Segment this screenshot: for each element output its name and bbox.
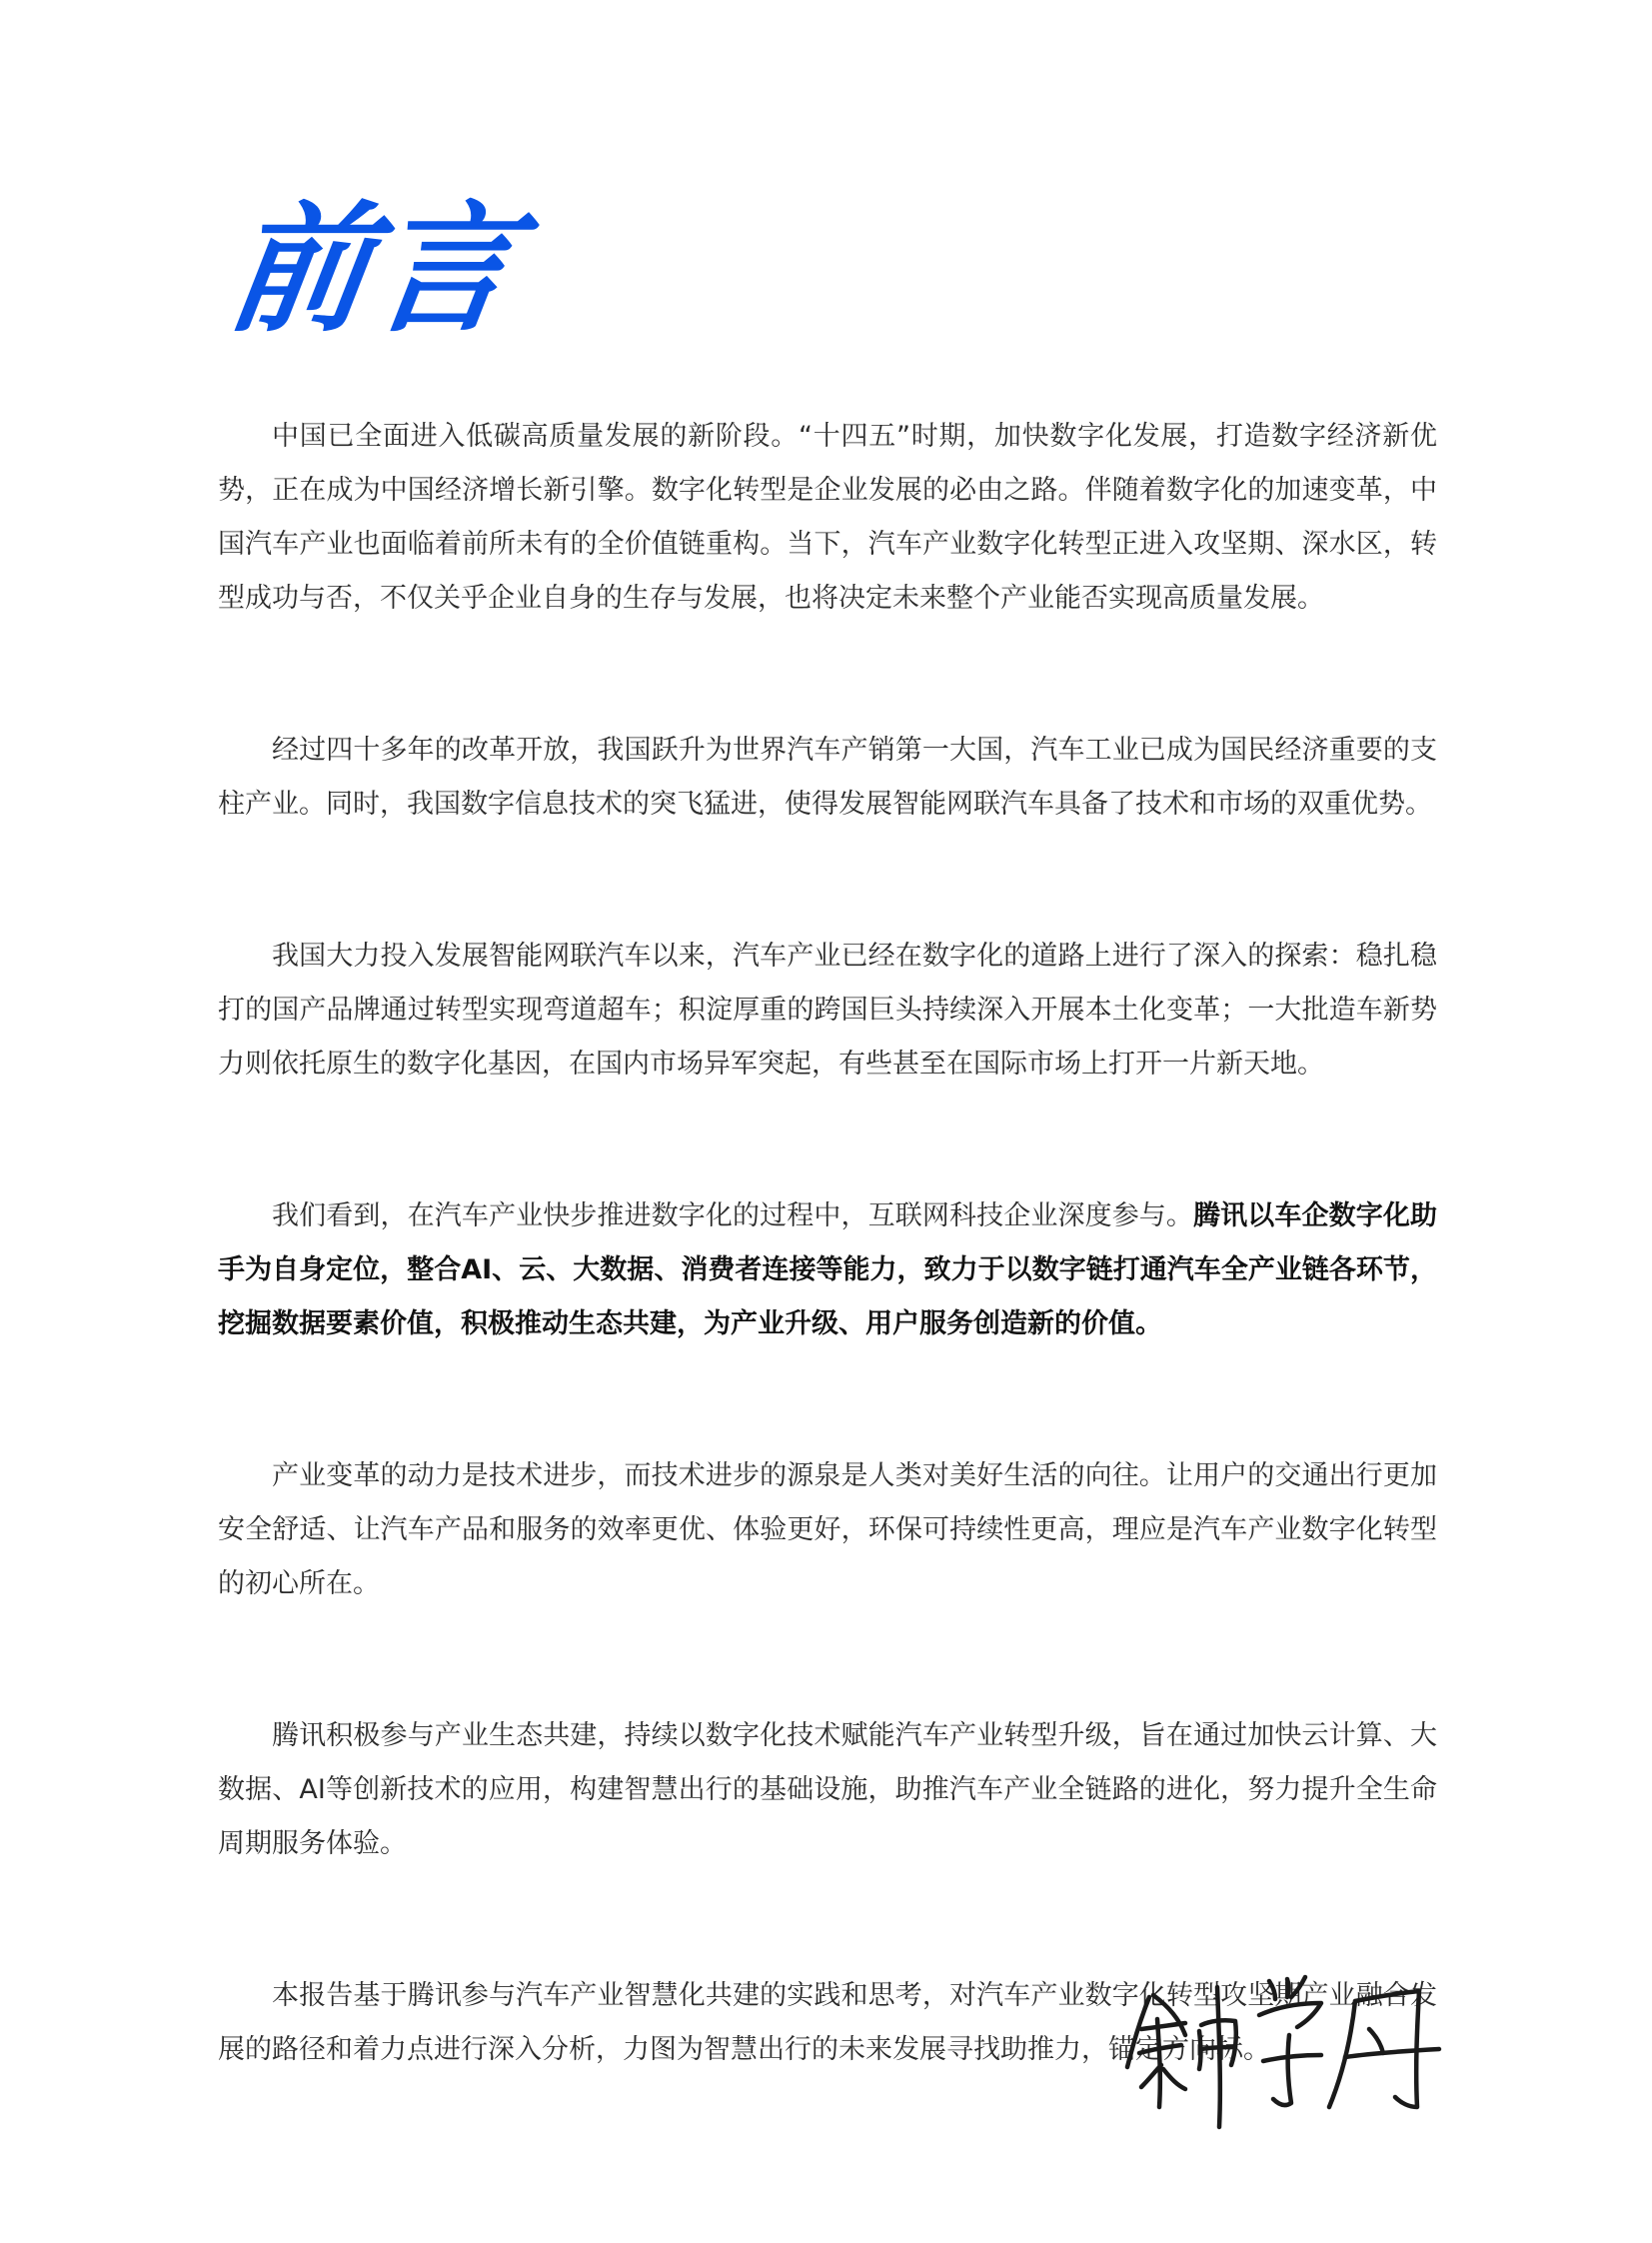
paragraph-6 xyxy=(218,1709,1437,1871)
paragraph-4 xyxy=(218,1189,1437,1351)
paragraph-3-text: 我国大力投入发展智能网联汽车以来，汽车产业已经在数字化的道路上进行了深入的探索：稳扎稳打的国产品牌通过转型实现弯道超车；积淀厚重的跨国巨头持续深入开展本土化变革；一大批造车新势力则依托原生的数字化基因，在国内市场异军突起，有些甚至在国际市场上打开一片新天地。 xyxy=(218,941,1437,1080)
signature-icon xyxy=(1119,1957,1449,2137)
paragraph-5-text: 产业变革的动力是技术进步，而技术进步的源泉是人类对美好生活的向往。让用户的交通出行更加安全舒适、让汽车产品和服务的效率更优、体验更好，环保可持续性更高，理应是汽车产业数字化转型的初心所在。 xyxy=(218,1460,1437,1599)
page-title: 前言 xyxy=(218,189,530,352)
paragraph-2 xyxy=(218,724,1437,832)
paragraph-5 xyxy=(218,1449,1437,1611)
handwritten-signature xyxy=(1119,1957,1449,2137)
paragraph-2-text: 经过四十多年的改革开放，我国跃升为世界汽车产销第一大国，汽车工业已成为国民经济重要的支柱产业。同时，我国数字信息技术的突飞猛进，使得发展智能网联汽车具备了技术和市场的双重优势。 xyxy=(218,735,1437,820)
paragraph-7-text: 本报告基于腾讯参与汽车产业智慧化共建的实践和思考，对汽车产业数字化转型攻坚期产业融合发展的路径和着力点进行深入分析，力图为智慧出行的未来发展寻找助推力，锚定方向标。 xyxy=(218,1980,1437,2065)
paragraph-3 xyxy=(218,930,1437,1092)
paragraph-1 xyxy=(218,410,1437,626)
paragraph-4-bold-text: 腾讯以车企数字化助手为自身定位，整合AI、云、大数据、消费者连接等能力，致力于以数字链打通汽车全产业链各环节，挖掘数据要素价值，积极推动生态共建，为产业升级、用户服务创造新的价值。 xyxy=(218,1200,1437,1339)
preface-body xyxy=(218,410,1437,2077)
paragraph-1-text: 中国已全面进入低碳高质量发展的新阶段。“十四五”时期，加快数字化发展，打造数字经济新优势，正在成为中国经济增长新引擎。数字化转型是企业发展的必由之路。伴随着数字化的加速变革，中国汽车产业也面临着前所未有的全价值链重构。当下，汽车产业数字化转型正进入攻坚期、深水区，转型成功与否，不仅关乎企业自身的生存与发展，也将决定未来整个产业能否实现高质量发展。 xyxy=(218,421,1437,614)
paragraph-6-text: 腾讯积极参与产业生态共建，持续以数字化技术赋能汽车产业转型升级，旨在通过加快云计算、大数据、AI等创新技术的应用，构建智慧出行的基础设施，助推汽车产业全链路的进化，努力提升全生命周期服务体验。 xyxy=(218,1720,1437,1859)
paragraph-4-text: 我们看到，在汽车产业快步推进数字化的过程中，互联网科技企业深度参与。 xyxy=(272,1200,1194,1231)
